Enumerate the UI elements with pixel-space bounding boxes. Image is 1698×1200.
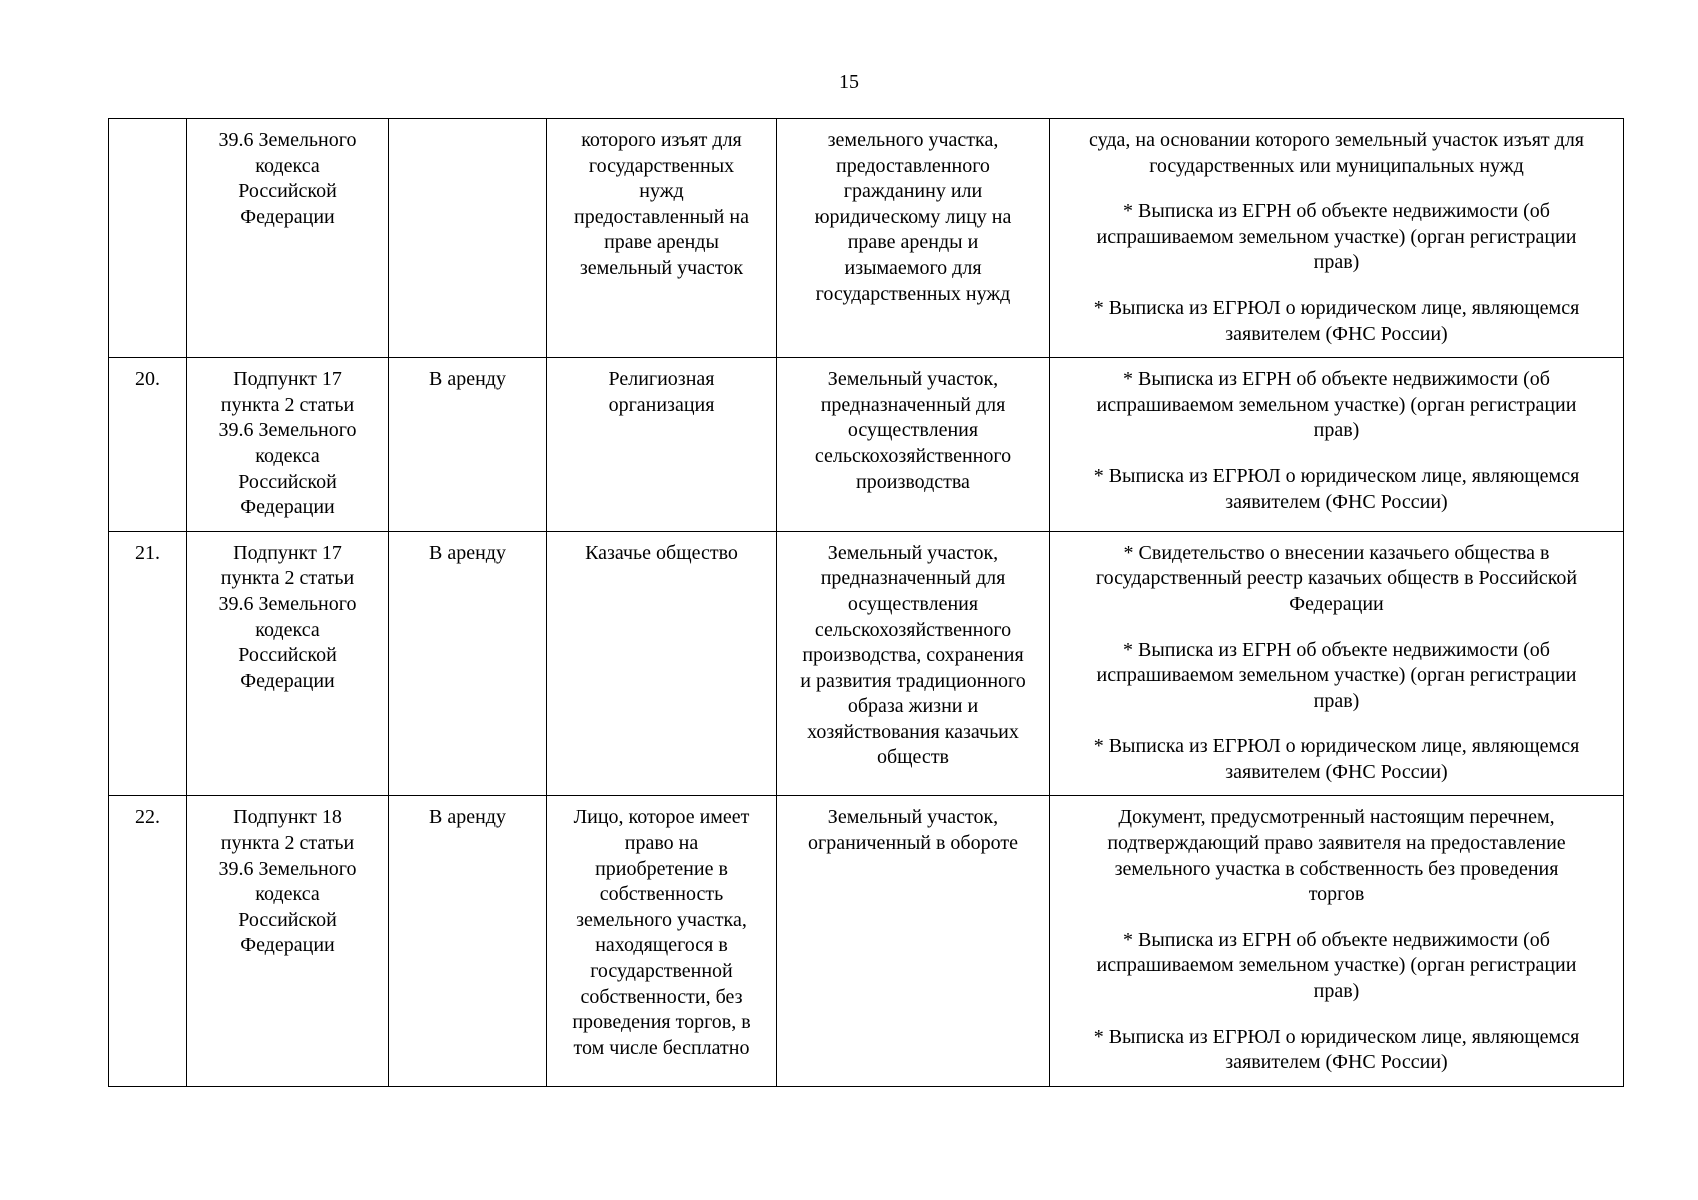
document-item: * Выписка из ЕГРН об объекте недвижимости (об испрашиваемом земельном участке) (орган регистрации прав) [1096,200,1577,274]
legal-basis-cell [187,358,389,532]
table-row [109,531,1624,796]
row-number-cell [109,119,187,358]
document-table [108,118,1624,1087]
provision-type-cell [389,531,547,796]
applicant-cell [547,119,777,358]
applicant-text: Лицо, которое имеет право на приобретение в собственность земельного участка, находящегося в государственной собственности, без проведения торгов, в том числе бесплатно [572,806,751,1059]
documents-cell [1050,119,1624,358]
land-plot-text: Земельный участок, предназначенный для осуществления сельскохозяйственного производства [814,368,1012,493]
document-item: * Выписка из ЕГРЮЛ о юридическом лице, являющемся заявителем (ФНС России) [1093,735,1580,783]
provision-type-text: В аренду [429,541,506,564]
provision-type-text: В аренду [429,368,506,391]
land-plot-text: Земельный участок, ограниченный в обороте [808,806,1018,855]
provision-type-cell [389,119,547,358]
legal-basis-cell [187,119,389,358]
provision-type-cell [389,358,547,532]
applicant-text: Казачье общество [585,541,738,564]
table-row [109,119,1624,358]
document-item: * Выписка из ЕГРН об объекте недвижимости (об испрашиваемом земельном участке) (орган регистрации прав) [1096,638,1577,712]
applicant-text: которого изъят для государственных нужд предоставленный на праве аренды земельный участок [574,129,749,279]
row-number-cell [109,531,187,796]
row-number-cell [109,796,187,1086]
table-row [109,358,1624,532]
legal-basis-text: Подпункт 18 пункта 2 статьи 39.6 Земельного кодекса Российской Федерации [218,806,357,957]
legal-basis-cell [187,796,389,1086]
documents-cell [1050,796,1624,1086]
row-number: 21. [135,541,160,564]
applicant-cell [547,531,777,796]
legal-basis-text: Подпункт 17 пункта 2 статьи 39.6 Земельного кодекса Российской Федерации [218,541,357,692]
document-item: * Выписка из ЕГРН об объекте недвижимости (об испрашиваемом земельном участке) (орган регистрации прав) [1096,368,1577,442]
land-plot-cell [777,119,1050,358]
applicant-text: Религиозная организация [608,368,715,416]
document-item: * Выписка из ЕГРЮЛ о юридическом лице, являющемся заявителем (ФНС России) [1093,464,1580,513]
provision-type-text: В аренду [429,806,506,829]
row-number: 22. [135,806,160,829]
legal-basis-text: Подпункт 17 пункта 2 статьи 39.6 Земельного кодекса Российской Федерации [218,368,357,519]
legal-basis-cell [187,531,389,796]
row-number: 20. [135,368,160,391]
land-plot-cell [777,358,1050,532]
applicant-cell [547,358,777,532]
table-row [109,796,1624,1086]
document-item: Документ, предусмотренный настоящим перечнем, подтверждающий право заявителя на предоставление земельного участка в собственность без проведения торгов [1107,806,1566,906]
document-item: * Выписка из ЕГРН об объекте недвижимости (об испрашиваемом земельном участке) (орган регистрации прав) [1096,928,1577,1003]
land-plot-text: Земельный участок, предназначенный для осуществления сельскохозяйственного производства, сохранения и развития традиционного образа жизни и хозяйствования казачьих обществ [800,541,1026,769]
land-plot-cell [777,796,1050,1086]
documents-cell [1050,531,1624,796]
document-item: * Свидетельство о внесении казачьего общества в государственный реестр казачьих обществ в Российской Федерации [1095,541,1578,615]
land-plot-text: земельного участка, предоставленного гражданину или юридическому лицу на праве аренды и изымаемого для государственных нужд [814,129,1012,305]
page-number: 15 [839,71,859,93]
documents-cell [1050,358,1624,532]
provision-type-cell [389,796,547,1086]
legal-basis-text: 39.6 Земельного кодекса Российской Федерации [218,129,357,228]
row-number-cell [109,358,187,532]
land-plot-cell [777,531,1050,796]
document-item: суда, на основании которого земельный участок изъят для государственных или муниципальных нужд [1088,129,1584,177]
applicant-cell [547,796,777,1086]
document-item: * Выписка из ЕГРЮЛ о юридическом лице, являющемся заявителем (ФНС России) [1093,1025,1580,1074]
document-item: * Выписка из ЕГРЮЛ о юридическом лице, являющемся заявителем (ФНС России) [1093,296,1580,345]
